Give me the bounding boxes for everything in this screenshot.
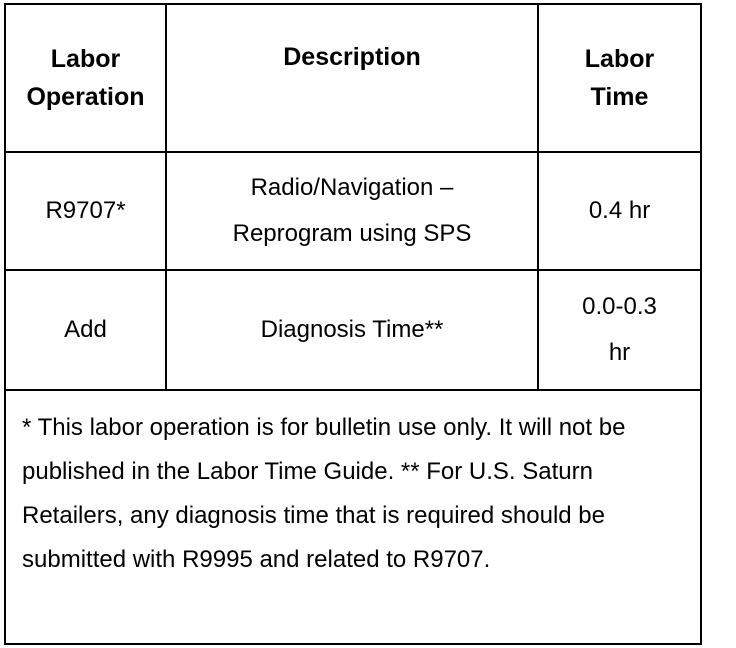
header-row <box>5 4 701 152</box>
row-2-time <box>538 270 701 390</box>
row-1-description-line-2: Reprogram using SPS <box>232 220 472 247</box>
header-labor-time <box>538 4 701 152</box>
header-labor-operation-line-1: Labor <box>50 45 121 73</box>
row-2-description <box>166 270 538 390</box>
header-labor-operation-line-2: Operation <box>26 83 145 111</box>
row-2-description-text: Diagnosis Time** <box>260 316 444 343</box>
table-row <box>5 152 701 270</box>
footnote-cell <box>5 390 701 644</box>
labor-table <box>4 3 702 645</box>
row-2-time-line-2: hr <box>608 339 631 366</box>
table-row <box>5 270 701 390</box>
header-description <box>166 4 538 152</box>
header-labor-time-line-2: Time <box>590 83 649 111</box>
footnote-row <box>5 390 701 644</box>
row-1-operation <box>5 152 166 270</box>
row-2-operation-text: Add <box>64 316 107 343</box>
row-1-description-line-1: Radio/Navigation – <box>250 174 454 201</box>
header-description-text: Description <box>283 43 421 71</box>
row-1-description <box>166 152 538 270</box>
row-1-time-text: 0.4 hr <box>588 197 651 224</box>
row-1-operation-text: R9707* <box>45 197 126 224</box>
row-2-time-line-1: 0.0-0.3 <box>582 293 657 320</box>
row-2-operation <box>5 270 166 390</box>
footnote-text: * This labor operation is for bulletin use only. It will not be published in the Labor Time Guide. ** For U.S. Saturn Retailers, any diagnosis time that is required should be submitted with R9995 and related to R9707. <box>22 414 626 573</box>
row-1-time <box>538 152 701 270</box>
header-labor-time-line-1: Labor <box>584 45 655 73</box>
header-labor-operation <box>5 4 166 152</box>
